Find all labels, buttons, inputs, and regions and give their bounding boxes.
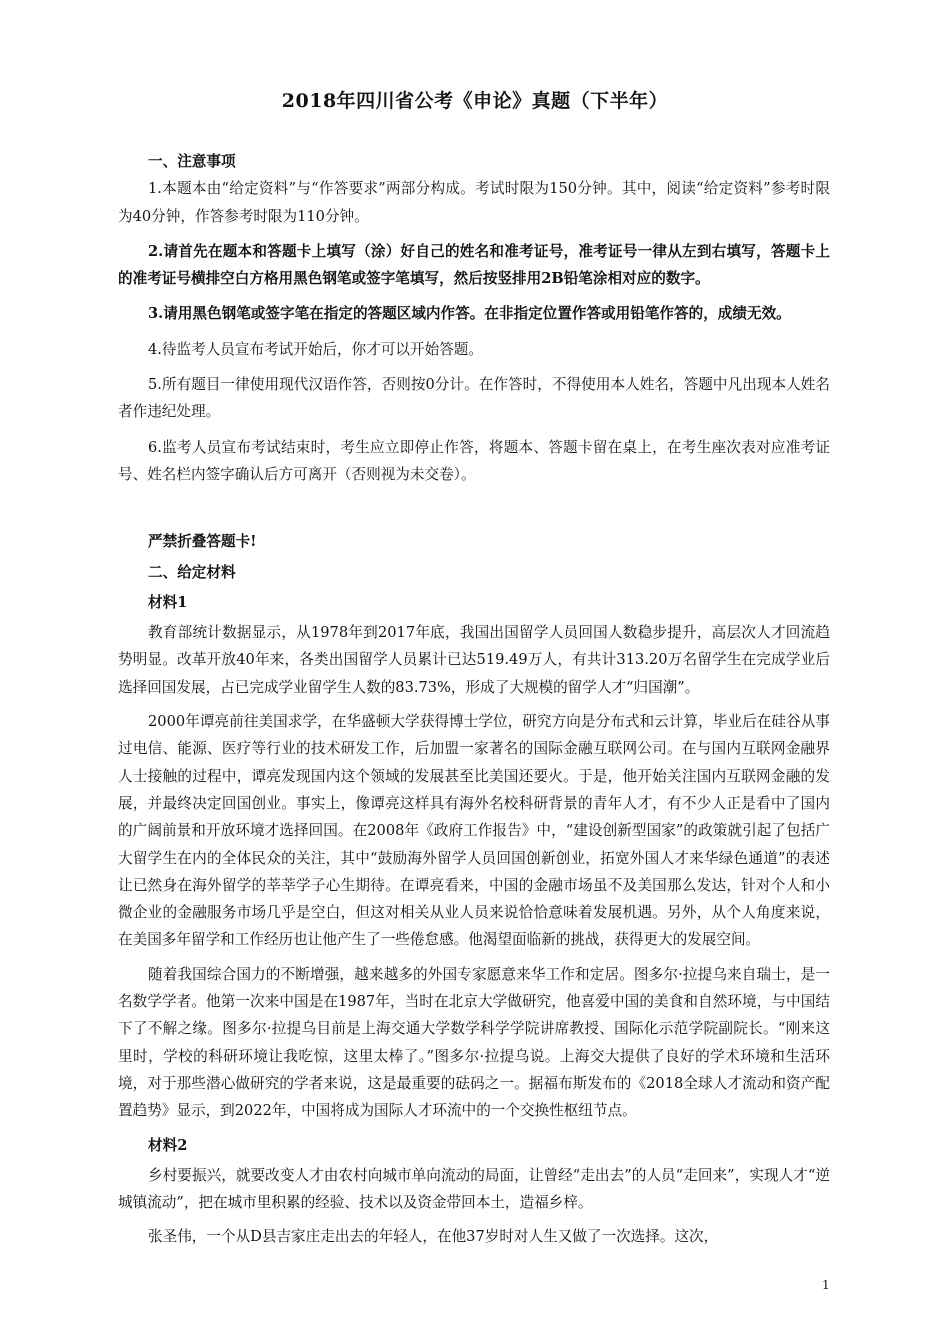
material-2-heading: 材料2 [148,1136,188,1154]
document-title: 2018年四川省公考《申论》真题（下半年） [281,90,669,112]
notice-item-6: 6.监考人员宣布考试结束时，考生应立即停止作答，将题本、答题卡留在桌上，在考生座次表对应准考证号、姓名栏内签字确认后方可离开（否则视为未交卷）。 [118,438,830,483]
material-1-heading: 材料1 [148,593,188,611]
notice-item-2: 2.请首先在题本和答题卡上填写（涂）好自己的姓名和准考证号，准考证号一律从左到右填写，答题卡上的准考证号横排空白方格用黑色钢笔或签字笔填写，然后按竖排用2B铅笔涂相对应的数字。 [118,242,830,288]
material-1-paragraph: 2000年谭亮前往美国求学，在华盛顿大学获得博士学位，研究方向是分布式和云计算，毕业后在硅谷从事过电信、能源、医疗等行业的技术研发工作，后加盟一家著名的国际金融互联网公司。在与国内互联网金融界人士接触的过程中，谭亮发现国内这个领域的发展甚至比美国还要火。于是，他开始关注国内互联网金融的发展，并最终决定回国创业。事实上，像谭亮这样具有海外名校科研背景的青年人才，有不少人正是看中了国内的广阔前景和开放环境才选择回国。在2008年《政府工作报告》中，“建设创新型国家”的政策就引起了包括广大留学生在内的全体民众的关注，其中“鼓励海外留学人员回国创新创业，拓宽外国人才来华绿色通道”的表述让已然身在海外留学的莘莘学子心生期待。在谭亮看来，中国的金融市场虽不及美国那么发达，针对个人和小微企业的金融服务市场几乎是空白，但这对相关从业人员来说恰恰意味着发展机遇。另外，从个人角度来说，在美国多年留学和工作经历也让他产生了一些倦怠感。他渴望面临新的挑战，获得更大的发展空间。 [118,713,830,949]
notice-item-4: 4.待监考人员宣布考试开始后，你才可以开始答题。 [148,340,483,358]
spacer [118,496,830,528]
notice-item-3: 3.请用黑色钢笔或签字笔在指定的答题区域内作答。在非指定位置作答或用铅笔作答的，成绩无效。 [148,305,791,323]
notice-item-5: 5.所有题目一律使用现代汉语作答，否则按0分计。在作答时，不得使用本人姓名，答题中凡出现本人姓名者作违纪处理。 [118,376,830,421]
warning-text: 严禁折叠答题卡! [148,533,257,551]
page-number: 1 [822,1278,830,1292]
section-heading-notes: 一、注意事项 [148,153,236,170]
document-body [118,148,830,1258]
material-2-paragraph: 张圣伟，一个从D县吉家庄走出去的年轻人，在他37岁时对人生又做了一次选择。这次， [148,1228,719,1246]
section-heading-materials: 二、给定材料 [148,563,236,581]
material-1-paragraph: 教育部统计数据显示，从1978年到2017年底，我国出国留学人员回国人数稳步提升，高层次人才回流趋势明显。改革开放40年来，各类出国留学人员累计已达519.49万人，有共计313.20万名留学生在完成学业后选择回国发展，占已完成学业留学生人数的83.73%，形成了大规模的留学人才“归国潮”。 [118,624,830,696]
notice-item-1: 1.本题本由“给定资料”与“作答要求”两部分构成。考试时限为150分钟。其中，阅读“给定资料”参考时限为40分钟，作答参考时限为110分钟。 [118,180,830,225]
material-2-paragraph: 乡村要振兴，就要改变人才由农村向城市单向流动的局面，让曾经“走出去”的人员“走回来”，实现人才“逆城镇流动”，把在城市里积累的经验、技术以及资金带回本土，造福乡梓。 [118,1166,830,1212]
material-1-paragraph: 随着我国综合国力的不断增强，越来越多的外国专家愿意来华工作和定居。图多尔·拉提乌来自瑞士，是一名数学学者。他第一次来中国是在1987年，当时在北京大学做研究，他喜爱中国的美食和自然环境，与中国结下了不解之缘。图多尔·拉提乌目前是上海交通大学数学科学学院讲席教授、国际化示范学院副院长。“刚来这里时，学校的科研环境让我吃惊，这里太棒了。”图多尔·拉提乌说。上海交大提供了良好的学术环境和生活环境，对于那些潜心做研究的学者来说，这是最重要的砝码之一。据福布斯发布的《2018全球人才流动和资产配置趋势》显示，到2022年，中国将成为国际人才环流中的一个交换性枢纽节点。 [118,965,830,1120]
